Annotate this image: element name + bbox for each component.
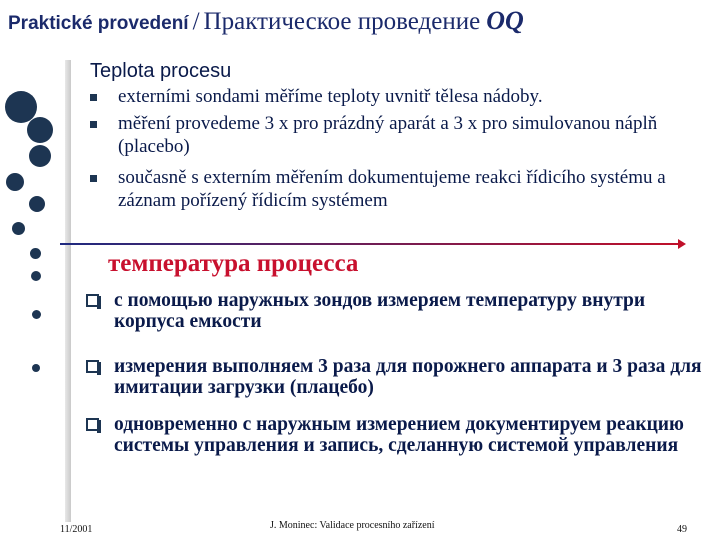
decor-dot	[27, 117, 53, 143]
decor-dot	[12, 222, 25, 235]
title-russian: Практическое проведение	[203, 8, 481, 35]
decor-dot	[29, 196, 45, 212]
czech-bullet-item	[90, 112, 690, 158]
title-oq: OQ	[486, 6, 524, 35]
russian-content	[84, 290, 720, 456]
decor-dot	[29, 145, 51, 167]
separator-arrow-line	[60, 243, 680, 245]
title-czech: Praktické provedení	[8, 13, 189, 34]
slide-title	[8, 6, 718, 36]
footer-page-number: 49	[677, 524, 687, 535]
russian-bullet-item	[84, 290, 720, 332]
russian-heading: температура процесса	[108, 250, 359, 277]
decor-dot	[32, 364, 40, 372]
decor-dot	[6, 173, 24, 191]
czech-bullet-item	[90, 166, 690, 212]
square-bullet-icon	[90, 121, 97, 128]
decorative-vertical-line	[65, 60, 71, 522]
czech-heading: Teplota procesu	[90, 60, 232, 82]
square-bullet-icon	[90, 94, 97, 101]
russian-bullet-item	[84, 356, 720, 398]
checkbox-bullet-icon	[86, 418, 99, 431]
decor-dot	[32, 310, 41, 319]
czech-content	[90, 60, 690, 216]
russian-item-text: измерения выполняем 3 раза для порожнего аппарата и 3 раза для имитации загрузки (плацебо)	[114, 356, 702, 398]
czech-bullet-item	[90, 85, 690, 108]
decor-dot	[31, 271, 41, 281]
russian-item-text: с помощью наружных зондов измеряем температуру внутри корпуса емкости	[114, 290, 646, 332]
title-separator: /	[192, 8, 200, 35]
footer-date: 11/2001	[60, 524, 93, 535]
czech-item-text: současně s externím měřením dokumentujeme reakci řídicího systému a záznam pořízený řídicím systémem	[118, 167, 666, 211]
footer-author: J. Moninec: Validace procesního zařízení	[270, 520, 435, 531]
decor-dot	[30, 248, 41, 259]
czech-item-text: měření provedeme 3 x pro prázdný aparát a 3 x pro simulovanou náplň (placebo)	[118, 113, 658, 157]
arrow-head-icon	[678, 239, 686, 249]
czech-item-text: externími sondami měříme teploty uvnitř tělesa nádoby.	[118, 86, 543, 107]
checkbox-bullet-icon	[86, 360, 99, 373]
russian-item-text: одновременно с наружным измерением документируем реакцию системы управления и запись, сделанную системой управления	[114, 414, 684, 456]
checkbox-bullet-icon	[86, 294, 99, 307]
square-bullet-icon	[90, 175, 97, 182]
russian-bullet-item	[84, 414, 720, 456]
